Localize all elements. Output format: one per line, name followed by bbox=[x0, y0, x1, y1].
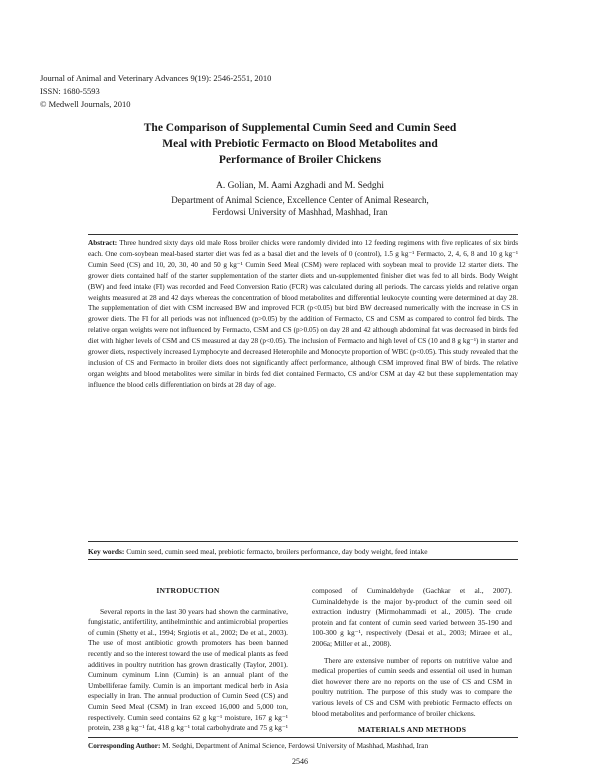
affiliation-line-2: Ferdowsi University of Mashhad, Mashhad, Iran bbox=[212, 207, 388, 217]
affiliation-line-1: Department of Animal Science, Excellence Center of Animal Research, bbox=[171, 195, 429, 205]
introduction-heading: INTRODUCTION bbox=[156, 586, 220, 595]
corresponding-text: M. Sedghi, Department of Animal Science, Ferdowsi University of Mashhad, Mashhad, Iran bbox=[162, 742, 429, 750]
corresponding-author bbox=[88, 741, 518, 751]
keywords-top-rule bbox=[88, 541, 518, 542]
journal-copyright: © Medwell Journals, 2010 bbox=[40, 99, 131, 109]
title-line-3: Performance of Broiler Chickens bbox=[218, 154, 382, 166]
right-paragraph-2: There are extensive number of reports on nutritive value and medical properties of cumin seeds and essential oil used in human diet however there are no reports on the use of CS and CSM in poultry nutrition. The purpose of this study was to compare the various levels of CS and CSM with prebiotic Fermacto effects on blood metabolites and performance of broiler chickens. bbox=[312, 655, 512, 718]
title-line-1: The Comparison of Supplemental Cumin Seed and Cumin Seed bbox=[143, 122, 457, 134]
corresponding-label: Corresponding Author: bbox=[88, 742, 161, 750]
right-column bbox=[312, 586, 512, 733]
keywords-bottom-rule bbox=[88, 559, 518, 560]
journal-header bbox=[40, 72, 340, 111]
page-number: 2546 bbox=[292, 757, 308, 766]
abstract-label: Abstract: bbox=[88, 239, 118, 247]
keywords-text: Cumin seed, cumin seed meal, prebiotic fermacto, broilers performance, day body weight, feed intake bbox=[126, 547, 428, 556]
abstract bbox=[88, 238, 518, 391]
keywords bbox=[88, 546, 518, 557]
left-column bbox=[88, 586, 288, 733]
keywords-label: Key words: bbox=[88, 547, 125, 556]
title-line-2: Meal with Prebiotic Fermacto on Blood Metabolites and bbox=[162, 138, 438, 150]
paper-title bbox=[90, 120, 510, 168]
methods-heading: MATERIALS AND METHODS bbox=[357, 725, 467, 733]
authors: A. Golian, M. Aami Azghadi and M. Sedghi bbox=[215, 181, 385, 191]
affiliation bbox=[90, 194, 510, 218]
abstract-text: Three hundred sixty days old male Ross broiler chicks were randomly divided into 12 feeding regimens with five replicates of six birds each. One corn-soybean meal-based starter diet was fed as a basal diet and the levels of 0 (control), 1.5 g kg⁻¹ Fermacto, 2, 4, 6, 8 and 10 g kg⁻¹ Cumin Seed (CS) and 10, 20, 30, 40 and 50 g kg⁻¹ Cumin Seed Meal (CSM) were replaced with soybean meal to provide 12 starter diets. The grower diets contained half of the starter supplementation of the starter diets and un-supplemented finisher diet was fed to all birds. Body Weight (BW) and feed intake (FI) was recorded and Feed Conversion Ratio (FCR) was calculated during all periods. The carcass yields and relative organ weights measured at 28 and 42 days whereas the concentration of blood metabolites and differential leukocyte counting were determined at day 28. The supplementation of diet with CSM increased BW and improved FCR (p<0.05) but bird BW decreased numerically with the increase in CS in grower diets. The FI for all periods was not influenced (p>0.05) by the addition of Fermacto, CS and CSM as compared to control fed birds. The relative organ weights were not influenced by Fermacto, CSM and CS (p>0.05) on day 28 and 42 although abdominal fat was decreased in birds fed diet with higher levels of CSM and CS measured at day 28 (p<0.05). The inclusion of Fermacto and high level of CS (10 and 8 g kg⁻¹) in starter and grower diets, respectively increased Lymphocyte and decreased Heterophile and Monocyte proportion of WBC (p<0.05). This study revealed that the inclusion of CS and Fermacto in broiler diets does not significantly affect performance, although CSM improved final BW of birds. The relative organ weights and blood metabolites were similar in birds fed diet contained Fermacto, CS and/or CSM at day 42 but these supplementation may influence the blood cells differentiation on birds at 28 day of age. bbox=[88, 239, 518, 389]
journal-issn: ISSN: 1680-5593 bbox=[40, 86, 100, 96]
right-paragraph-1: composed of Cuminaldehyde (Gachkar et al., 2007). Cuminaldehyde is the major by-product of the cumin seed oil extraction industry (Mirmohammadi et al., 2005). The crude protein and fat content of cumin seed varied between 35-190 and 100-300 g kg⁻¹, respectively (Desai et al., 2003; Miraee et al., 2006a; Miller et al., 2008). bbox=[312, 586, 512, 648]
abstract-top-rule bbox=[88, 234, 518, 235]
journal-citation: Journal of Animal and Veterinary Advances 9(19): 2546-2551, 2010 bbox=[40, 73, 272, 83]
introduction-paragraph: Several reports in the last 30 years had shown the carminative, fungistatic, antifertility, antihelminthic and antimicrobial properties of cumin (Shetty et al., 1994; Srgiotis et al., 2002; De et al., 2003). The use of most antibiotic growth promoters has been banned recently and so the interest toward the use of medical plants as feed additives in poultry nutrition has grown drastically (Taylor, 2001). Cuminum cyminum Linn (Cumin) is an annual plant of the Umbelliferae family. Cumin is an important medical herb in Asia especially in Iran. The annual production of Cumin Seed (CS) and Cumin Seed Meal (CSM) in Iran exceed 16,000 and 5,000 ton, respectively. Cumin seed contains 62 g kg⁻¹ moisture, 167 g kg⁻¹ protein, 238 g kg⁻¹ fat, 418 g kg⁻¹ total carbohydrate and 75 g kg⁻¹ bbox=[88, 606, 288, 733]
footer-rule bbox=[88, 737, 518, 738]
